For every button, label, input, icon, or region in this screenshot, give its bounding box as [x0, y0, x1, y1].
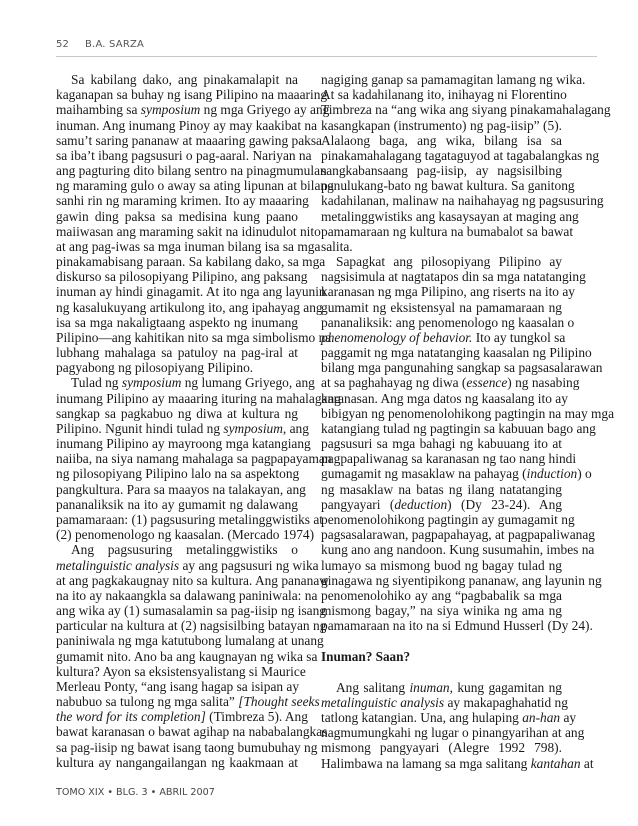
paragraph — [56, 72, 334, 376]
section-body — [321, 679, 594, 771]
text-line: katangiang tulad ng pagtingin sa kabuuan bago ang — [321, 420, 596, 436]
text-line: metalinguistic analysis ay ang pagsusuri ng wika — [56, 557, 319, 573]
text-line: Merleau Ponty, “ang isang hagap sa isipan ay — [56, 678, 300, 694]
text-line: maihambing sa symposium ng mga Griyego ay ang — [56, 102, 330, 118]
text-line: pagyabong ng pilosopiyang Pilipino. — [56, 360, 254, 376]
text-line: inumang Pilipino ay mayroong mga katangiang — [56, 436, 311, 452]
text-line: pinakamabisang paraan. Sa kabilang dako, sa mga — [56, 254, 326, 270]
text-line: kadahilanan, malinaw na naihahayag ng pagsusuring — [321, 193, 604, 209]
text-line: Pilipino—ang kahitikan nito sa mga simbolismo na — [56, 329, 332, 345]
right-column-body — [321, 72, 615, 634]
page-number: 52 — [56, 39, 70, 50]
text-line: inuman ay hindi ginagamit. At ito nga ang layunin — [56, 284, 326, 300]
text-line: na ito ay nakaangkla sa dalawang paniniwala: na — [56, 587, 318, 603]
text-line: Halimbawa na lamang sa mga salitang kantahan at — [321, 755, 594, 771]
text-line: lumayo sa mismong buod ng bagay tulad ng — [321, 557, 562, 573]
text-line: at ang pag-iwas sa mga inuman bilang isa sa mga — [56, 238, 321, 254]
paragraph — [56, 542, 329, 770]
text-line: kaganapan sa buhay ng isang Pilipino na maaaring — [56, 87, 328, 103]
text-line: nagmumungkahi ng lugar o pinangyarihan at ang — [321, 725, 585, 741]
text-line: sangkap sa pagkabuo ng diwa at kultura ng — [56, 405, 298, 421]
text-line: kasangkapan (instrumento) ng pag-iisip” (5). — [321, 117, 562, 133]
text-line: paggamit ng mga natatanging kaasalan ng Pilipino — [321, 345, 592, 361]
section-heading: Inuman? Saan? — [321, 648, 411, 664]
text-line: Timbreza na “ang wika ang siyang pinakamahalagang — [321, 102, 611, 118]
text-line: isa sa mga nakaligtaang aspekto ng inumang — [56, 314, 298, 330]
text-line: mismong pangyayari (Alegre 1992 798). — [321, 740, 562, 756]
text-line: ang wika ay (1) sumasalamin sa pag-iisip ng isang — [56, 603, 326, 619]
text-line: nagsisimula at nagtatapos din sa mga natatanging — [321, 269, 586, 285]
text-line: particular na kultura at (2) nagsisilbing batayan ng — [56, 618, 327, 634]
text-line: Alalaong baga, ang wika, bilang isa sa — [321, 132, 562, 148]
journal-footer: TOMO XIX • BLG. 3 • ABRIL 2007 — [56, 787, 215, 798]
text-line: pamamaraan: (1) pagsusuring metalinggwistiks at — [56, 511, 324, 527]
text-line: sangkabansaang pag-iisip, ay nagsisilbing — [321, 163, 562, 179]
author-name: B.A. SARZA — [85, 39, 145, 50]
text-line: at ang pagkakaugnay nito sa kultura. Ang pananaw — [56, 572, 329, 588]
text-line: (2) penomenologo ng kaasalan. (Mercado 1974) — [56, 527, 315, 543]
text-line: pangyayari (deduction) (Dy 23-24). Ang — [321, 496, 562, 512]
text-line: pananaliksik na ito ay gumamit ng dalawang — [56, 496, 298, 512]
left-column — [56, 72, 341, 770]
text-line: naiiba, na siya namang mahalaga sa pagpapayaman — [56, 451, 332, 467]
text-line: karanasan. Ang mga datos ng kaasalang ito ay — [321, 390, 568, 406]
text-line: tatlong katangian. Una, ang hulaping an-han ay — [321, 710, 577, 726]
text-line: bibigyan ng penomenolohikong pagtingin na may mga — [321, 405, 615, 421]
text-line: bawat karanasan o bawat agihap na nababalangkas — [56, 724, 328, 740]
text-line: kung ano ang nandoon. Kung susumahin, imbes na — [321, 542, 595, 558]
text-line: ng masaklaw na batas ng ilang natatanging — [321, 481, 562, 497]
text-line: paniniwala ng mga katutubong lumalang at unang — [56, 633, 324, 649]
text-line: Tulad ng symposium ng lumang Griyego, ang — [71, 375, 315, 391]
text-line: metalinguistic analysis ay makapaghahatid ng — [321, 694, 568, 710]
text-line: Pilipino. Ngunit hindi tulad ng symposium, ang — [56, 420, 309, 436]
text-line: ang pagturing dito bilang sentro na pinagmumulan — [56, 163, 327, 179]
text-line: inuman. Ang inumang Pinoy ay may kaakibat na — [56, 117, 318, 133]
text-line: At sa kadahilanang ito, inihayag ni Florentino — [321, 87, 567, 103]
text-line: sanhi rin ng maraming krimen. Ito ay maaaring — [56, 193, 309, 209]
text-line: nabubuo sa tulong ng mga salita” [Thought seeks — [56, 694, 320, 710]
text-line: gawin ding paksa sa medisina kung paano — [56, 208, 298, 224]
text-line: mismong bagay,” na siya winika ng ama ng — [321, 603, 562, 619]
text-line: pangkultura. Para sa maayos na talakayan, ang — [56, 481, 306, 497]
text-line: ng kasalukuyang artikulong ito, ang ipahayag ang — [56, 299, 323, 315]
text-line: gumagamit ng masaklaw na pahayag (induction) o — [321, 466, 592, 482]
paragraph — [321, 72, 611, 254]
text-line: penomenolohiko ay ang “pagbabalik sa mga — [321, 587, 562, 603]
text-line: penomenolohikong pagtingin ay gumagamit ng — [321, 511, 575, 527]
text-line: pamamaraan ng kultura na bumabalot sa bawat — [321, 223, 574, 239]
text-line: ng maraming gulo o away sa ating lipunan at bilang — [56, 178, 334, 194]
text-line: phenomenology of behavior. Ito ay tungkol sa — [321, 329, 566, 345]
header-rule — [56, 56, 597, 57]
text-line: pananaliksik: ang penomenologo ng kaasalan o — [321, 314, 575, 330]
text-line: pagsusuri sa mga bahagi ng kabuuang ito at — [321, 436, 562, 452]
spacer — [321, 664, 562, 680]
text-line: sa iba’t ibang pagsusuri o pag-aaral. Nariyan na — [56, 147, 312, 163]
text-line: kultura? Ayon sa eksistensyalistang si Maurice — [56, 663, 306, 679]
paragraph — [321, 254, 615, 634]
text-line: inumang Pilipino ay maaaring ituring na mahalagang — [56, 390, 341, 406]
text-line: pamamaraan na ito na si Edmund Husserl (Dy 24). — [321, 618, 593, 634]
text-line: Sa kabilang dako, ang pinakamalapit na — [71, 72, 298, 87]
text-line: salita. — [321, 238, 353, 254]
text-line: pagsasalarawan, pagpapahayag, at pagpapaliwanag — [321, 527, 596, 543]
paragraph — [321, 679, 594, 771]
text-line: Sapagkat ang pilosopiyang Pilipino ay — [336, 254, 562, 270]
text-line: diskurso sa pilosopiyang Pilipino, ang paksang — [56, 269, 308, 285]
text-line: kultura ay nangangailangan ng kaakmaan at — [56, 754, 298, 770]
text-line: gumamit nito. Ano ba ang kaugnayan ng wika sa — [56, 648, 318, 664]
text-line: at sa paghahayag ng diwa (essence) ng nasabing — [321, 375, 580, 391]
text-line: ginagawa ng siyentipikong pananaw, ang layunin ng — [321, 572, 602, 588]
right-column — [321, 72, 615, 771]
text-line: ng pilosopiyang Pilipino lalo na sa aspektong — [56, 466, 300, 482]
text-line: maiiwasan ang maraming sakit na idinudulot nito — [56, 223, 321, 239]
text-line: karanasan ng mga Pilipino, ang riserts na ito ay — [321, 284, 575, 300]
running-head — [56, 39, 144, 50]
text-line: metalinggwistiks ang kasaysayan at maging ang — [321, 208, 579, 224]
spacer — [321, 633, 562, 649]
text-line: sa pag-iisip ng bawat isang taong bumubuhay ng — [56, 739, 318, 755]
text-line: panulukang-bato ng bawat kultura. Sa ganitong — [321, 178, 575, 194]
text-line: Ang pagsusuring metalinggwistiks o — [71, 542, 298, 558]
text-line: pinakamahalagang tagataguyod at tagabalangkas ng — [321, 147, 600, 163]
text-line: pagpapaliwanag sa karanasan ng tao nang hindi — [321, 451, 577, 467]
text-line: nagiging ganap sa pamamagitan lamang ng wika. — [321, 72, 586, 87]
text-line: lubhang mahalaga sa patuloy na pag-iral at — [56, 345, 298, 361]
text-line: the word for its completion] (Timbreza 5). Ang — [56, 709, 308, 725]
paragraph — [56, 375, 341, 543]
text-line: gumamit ng eksistensyal na pamamaraan ng — [321, 299, 562, 315]
text-line: bilang mga pangunahing sangkap sa pagsasalarawan — [321, 360, 603, 376]
text-line: samu’t saring pananaw at maaaring gawing paksa — [56, 132, 322, 148]
text-line: Ang salitang inuman, kung gagamitan ng — [336, 679, 562, 695]
